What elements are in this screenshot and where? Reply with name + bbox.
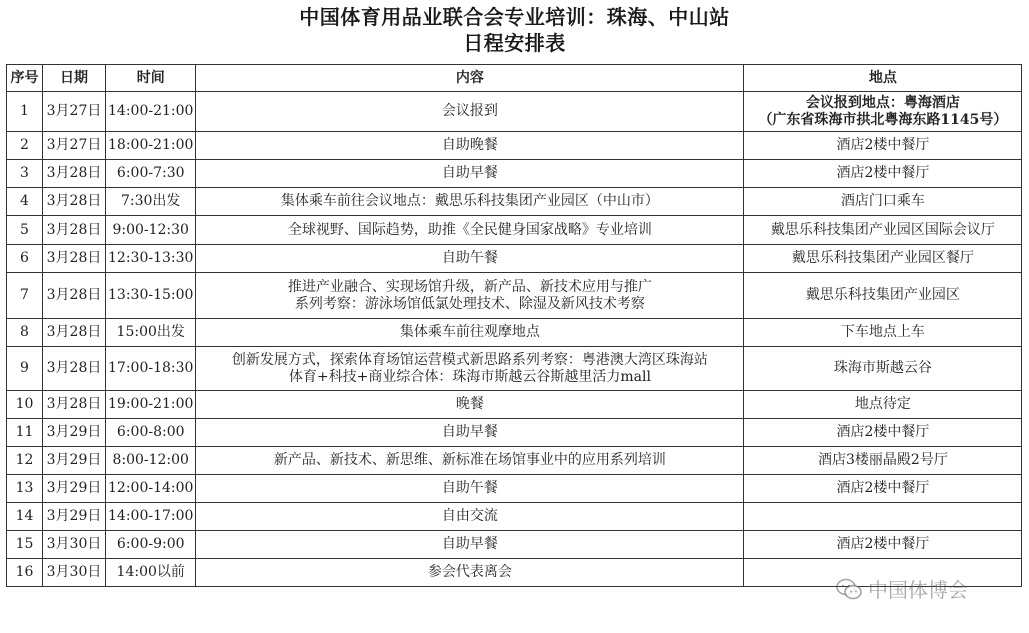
row-date: 3月27日 — [43, 132, 106, 160]
row-location — [744, 92, 1022, 132]
row-content: 新产品、新技术、新思维、新标准在场馆事业中的应用系列培训 — [196, 447, 744, 475]
table-row — [7, 503, 1022, 531]
row-time: 14:00-21:00 — [106, 92, 196, 132]
row-location: 酒店2楼中餐厅 — [744, 531, 1022, 559]
row-time: 6:00-9:00 — [106, 531, 196, 559]
table-row — [7, 273, 1022, 319]
row-time: 9:00-12:30 — [106, 216, 196, 245]
row-time: 14:00-17:00 — [106, 503, 196, 531]
row-time: 17:00-18:30 — [106, 347, 196, 391]
row-location: 珠海市斯越云谷 — [744, 347, 1022, 391]
row-date: 3月29日 — [43, 503, 106, 531]
row-no: 16 — [7, 559, 43, 587]
row-time: 8:00-12:00 — [106, 447, 196, 475]
row-no: 2 — [7, 132, 43, 160]
content-line: 体育+科技+商业综合体：珠海市斯越云谷斯越里活力mall — [288, 368, 651, 385]
row-location: 戴思乐科技集团产业园区 — [744, 273, 1022, 319]
row-content: 自助早餐 — [196, 160, 744, 188]
row-no: 7 — [7, 273, 43, 319]
row-no: 4 — [7, 188, 43, 216]
row-content: 自助午餐 — [196, 475, 744, 503]
row-time: 13:30-15:00 — [106, 273, 196, 319]
row-date: 3月30日 — [43, 559, 106, 587]
row-content: 集体乘车前往观摩地点 — [196, 319, 744, 347]
table-header-row — [7, 65, 1022, 92]
row-location: 酒店2楼中餐厅 — [744, 132, 1022, 160]
row-location: 酒店门口乘车 — [744, 188, 1022, 216]
row-location: 酒店2楼中餐厅 — [744, 475, 1022, 503]
row-date: 3月28日 — [43, 273, 106, 319]
table-row — [7, 531, 1022, 559]
row-content: 自助晚餐 — [196, 132, 744, 160]
row-date: 3月28日 — [43, 319, 106, 347]
content-line: 系列考察：游泳场馆低氯处理技术、除湿及新风技术考察 — [294, 295, 645, 312]
content-line: 创新发展方式，探索体育场馆运营模式新思路系列考察：粤港澳大湾区珠海站 — [231, 351, 708, 368]
location-address: （广东省珠海市拱北粤海东路1145号） — [758, 111, 1008, 128]
table-row — [7, 391, 1022, 419]
row-no: 1 — [7, 92, 43, 132]
row-time: 18:00-21:00 — [106, 132, 196, 160]
row-content: 集体乘车前往会议地点：戴思乐科技集团产业园区（中山市） — [196, 188, 744, 216]
header-no: 序号 — [7, 65, 43, 92]
table-row — [7, 245, 1022, 273]
row-date: 3月29日 — [43, 475, 106, 503]
document-header — [0, 4, 1029, 56]
row-content: 自由交流 — [196, 503, 744, 531]
row-date: 3月28日 — [43, 188, 106, 216]
row-content: 参会代表离会 — [196, 559, 744, 587]
row-content: 自助早餐 — [196, 419, 744, 447]
row-no: 5 — [7, 216, 43, 245]
row-location: 酒店2楼中餐厅 — [744, 160, 1022, 188]
row-time: 6:00-7:30 — [106, 160, 196, 188]
schedule-table — [6, 64, 1022, 587]
row-no: 3 — [7, 160, 43, 188]
row-content: 自助早餐 — [196, 531, 744, 559]
row-no: 13 — [7, 475, 43, 503]
row-date: 3月28日 — [43, 347, 106, 391]
table-row — [7, 475, 1022, 503]
row-date: 3月27日 — [43, 92, 106, 132]
document-title: 中国体育用品业联合会专业培训：珠海、中山站 — [299, 5, 730, 29]
row-content: 自助午餐 — [196, 245, 744, 273]
table-row — [7, 92, 1022, 132]
row-time: 7:30出发 — [106, 188, 196, 216]
table-row — [7, 419, 1022, 447]
table-row — [7, 216, 1022, 245]
table-row — [7, 447, 1022, 475]
row-no: 9 — [7, 347, 43, 391]
row-time: 6:00-8:00 — [106, 419, 196, 447]
row-time: 14:00以前 — [106, 559, 196, 587]
row-location: 酒店2楼中餐厅 — [744, 419, 1022, 447]
table-row — [7, 160, 1022, 188]
row-date: 3月28日 — [43, 245, 106, 273]
row-location: 地点待定 — [744, 391, 1022, 419]
row-content: 晚餐 — [196, 391, 744, 419]
row-date: 3月30日 — [43, 531, 106, 559]
row-location: 戴思乐科技集团产业园区国际会议厅 — [744, 216, 1022, 245]
row-no: 8 — [7, 319, 43, 347]
wechat-icon — [836, 578, 862, 600]
row-time: 12:30-13:30 — [106, 245, 196, 273]
row-content: 全球视野、国际趋势，助推《全民健身国家战略》专业培训 — [196, 216, 744, 245]
row-location — [744, 503, 1022, 531]
document-subtitle: 日程安排表 — [463, 31, 566, 55]
table-row — [7, 347, 1022, 391]
content-line: 推进产业融合、实现场馆升级，新产品、新技术应用与推广 — [287, 278, 652, 295]
row-date: 3月28日 — [43, 216, 106, 245]
table-row — [7, 319, 1022, 347]
table-row — [7, 132, 1022, 160]
row-time: 19:00-21:00 — [106, 391, 196, 419]
table-row — [7, 188, 1022, 216]
row-no: 14 — [7, 503, 43, 531]
row-no: 15 — [7, 531, 43, 559]
header-content: 内容 — [196, 65, 744, 92]
row-location: 下车地点上车 — [744, 319, 1022, 347]
row-content: 会议报到 — [196, 92, 744, 132]
row-no: 10 — [7, 391, 43, 419]
header-date: 日期 — [43, 65, 106, 92]
row-no: 12 — [7, 447, 43, 475]
row-time: 15:00出发 — [106, 319, 196, 347]
header-time: 时间 — [106, 65, 196, 92]
row-no: 11 — [7, 419, 43, 447]
row-content — [196, 273, 744, 319]
row-no: 6 — [7, 245, 43, 273]
row-content — [196, 347, 744, 391]
location-line: 会议报到地点：粤海酒店 — [805, 94, 960, 111]
row-date: 3月28日 — [43, 160, 106, 188]
row-time: 12:00-14:00 — [106, 475, 196, 503]
row-location: 酒店3楼丽晶殿2号厅 — [744, 447, 1022, 475]
watermark — [836, 574, 968, 603]
row-location: 戴思乐科技集团产业园区餐厅 — [744, 245, 1022, 273]
row-date: 3月29日 — [43, 447, 106, 475]
header-location: 地点 — [744, 65, 1022, 92]
watermark-text: 中国体博会 — [868, 578, 968, 602]
row-date: 3月29日 — [43, 419, 106, 447]
row-date: 3月28日 — [43, 391, 106, 419]
